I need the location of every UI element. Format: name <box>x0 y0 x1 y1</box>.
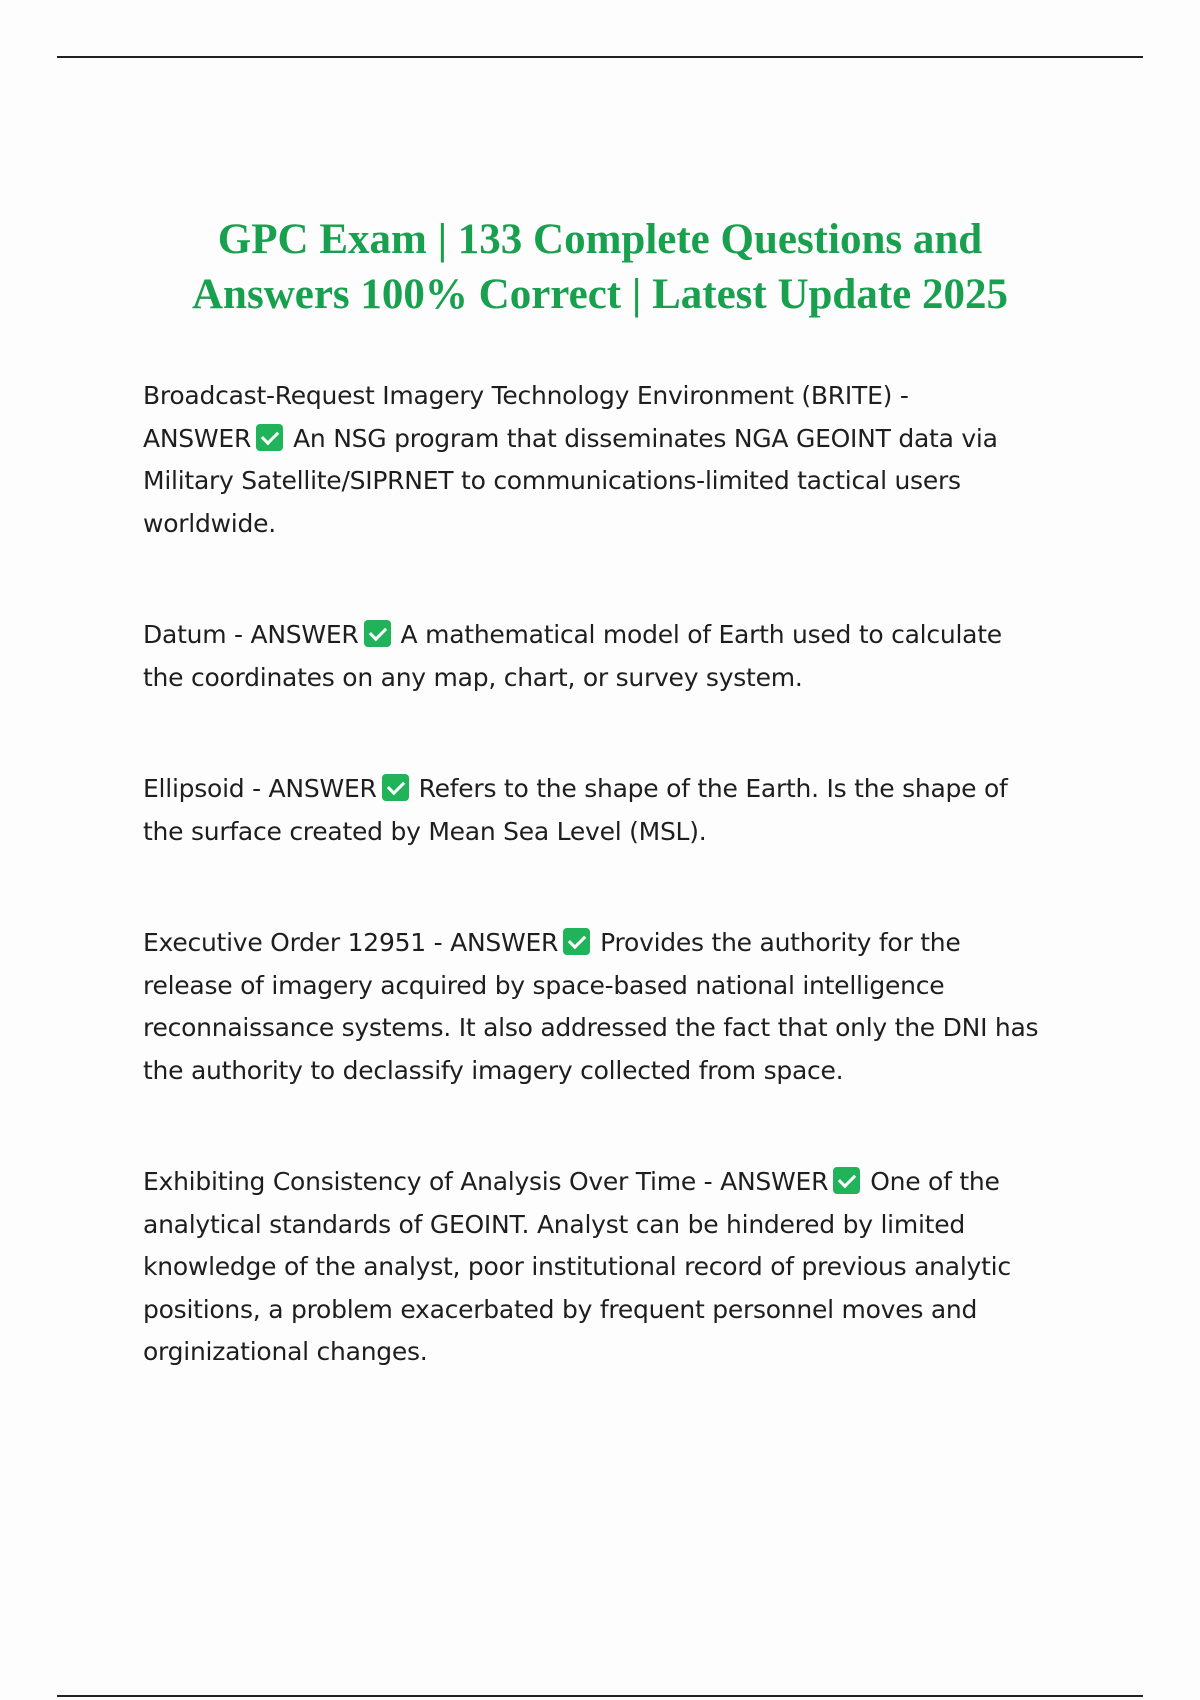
qa-term: Datum - ANSWER <box>143 620 359 649</box>
qa-answer-text: One of the <box>870 1167 1000 1196</box>
qa-line <box>143 375 1088 418</box>
qa-line: orginizational changes. <box>143 1337 428 1366</box>
qa-term: Broadcast-Request Imagery Technology Environment (BRITE) - <box>143 381 909 410</box>
check-mark-icon <box>833 1167 860 1194</box>
qa-line <box>143 614 1088 657</box>
qa-line <box>143 1161 1088 1204</box>
qa-entry-consistency <box>143 1161 1088 1374</box>
qa-line: reconnaissance systems. It also addressed the fact that only the DNI has <box>143 1013 1039 1042</box>
qa-answer-label: ANSWER <box>143 423 252 453</box>
title-line-1: GPC Exam | 133 Complete Questions and <box>217 216 983 263</box>
qa-line: release of imagery acquired by space-based national intelligence <box>143 970 945 1000</box>
qa-answer-text: A mathematical model of Earth used to calculate <box>400 620 1002 649</box>
qa-entry-executive-order <box>143 922 1088 1092</box>
check-mark-icon <box>256 424 283 451</box>
qa-line: the authority to declassify imagery collected from space. <box>143 1055 844 1085</box>
qa-line <box>143 768 1088 811</box>
qa-term: Ellipsoid - ANSWER <box>143 774 377 803</box>
check-mark-icon <box>563 928 590 955</box>
qa-answer-text: Refers to the shape of the Earth. Is the shape of <box>418 774 1008 803</box>
qa-entry-brite <box>143 375 1088 545</box>
qa-line: positions, a problem exacerbated by frequent personnel moves and <box>143 1294 978 1324</box>
qa-term: Exhibiting Consistency of Analysis Over Time - ANSWER <box>143 1167 829 1196</box>
qa-line: the surface created by Mean Sea Level (MSL). <box>143 816 707 846</box>
qa-line <box>143 418 1088 461</box>
qa-line: worldwide. <box>143 508 276 538</box>
header-rule <box>57 56 1143 58</box>
qa-list <box>143 375 1088 1374</box>
title-line-2: Answers 100% Correct | Latest Update 2025 <box>192 271 1008 318</box>
qa-entry-datum <box>143 614 1088 699</box>
qa-entry-ellipsoid <box>143 768 1088 853</box>
check-mark-icon <box>382 774 409 801</box>
qa-line: knowledge of the analyst, poor institutional record of previous analytic <box>143 1252 1011 1281</box>
qa-term: Executive Order 12951 - ANSWER <box>143 928 559 957</box>
qa-answer-text: An NSG program that disseminates NGA GEOINT data via <box>293 423 998 453</box>
qa-line: Military Satellite/SIPRNET to communications-limited tactical users <box>143 466 961 495</box>
footer-rule <box>57 1695 1143 1697</box>
qa-line: analytical standards of GEOINT. Analyst can be hindered by limited <box>143 1209 965 1239</box>
check-mark-icon <box>364 620 391 647</box>
qa-line: the coordinates on any map, chart, or survey system. <box>143 662 803 692</box>
qa-answer-text: Provides the authority for the <box>600 928 961 957</box>
document-title <box>0 212 1200 322</box>
qa-line <box>143 922 1088 965</box>
